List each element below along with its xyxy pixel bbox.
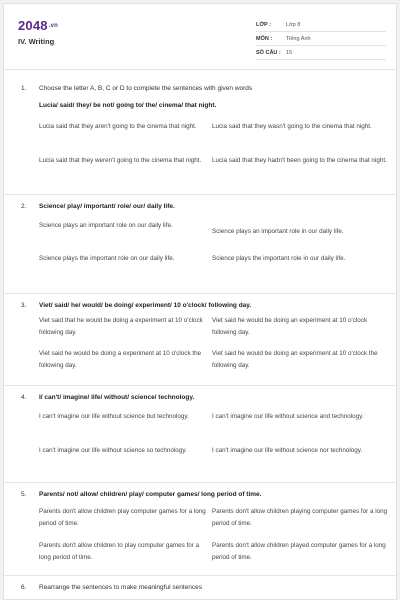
worksheet-page (3, 3, 397, 600)
logo-text: 2048 (18, 18, 48, 33)
option-d[interactable]: Lucia said that they hadn't been going to the cinema that night. (212, 157, 387, 164)
option-a[interactable]: Science plays an important role on our daily life. (39, 222, 173, 229)
question-prompt: Viet/ said/ he/ would/ be doing/ experiment/ 10 o'clock/ following day. (39, 302, 252, 309)
info-label: MÔN : (256, 35, 273, 42)
question-1 (4, 70, 397, 195)
option-c[interactable]: I can't imagine our life without science so technology. (39, 447, 187, 454)
info-value: Lớp 8 (286, 21, 301, 28)
option-d[interactable]: I can't imagine our life without science nor technology. (212, 447, 363, 454)
question-prompt: I/ can't/ imagine/ life/ without/ science/ technology. (39, 394, 195, 401)
question-6 (4, 576, 397, 600)
question-prompt: Lucia/ said/ they/ be not/ going to/ the/ cinema/ that night. (39, 102, 217, 109)
option-d[interactable]: Parents don't allow children played computer games for a long period of time. (212, 542, 386, 561)
option-a[interactable]: Viet said that he would be doing a experiment at 10 o'clock following day. (39, 317, 203, 336)
question-instruction: Rearrange the sentences to make meaningful sentences (39, 584, 202, 591)
option-b[interactable]: Science plays an important role in our daily life. (212, 228, 344, 235)
question-2 (4, 195, 397, 294)
info-label: LỚP : (256, 21, 271, 28)
question-instruction: Choose the letter A, B, C or D to complete the sentences with given words (39, 85, 253, 92)
option-c[interactable]: Lucia said that they weren't going to the cinema that night. (39, 157, 202, 164)
option-b[interactable]: Lucia said that they wasn't going to the cinema that night. (212, 123, 372, 130)
question-5 (4, 483, 397, 576)
option-a[interactable]: Lucia said that they aren't going to the cinema that night. (39, 123, 197, 130)
option-b[interactable]: I can't imagine our life without science and technology. (212, 413, 364, 420)
option-a[interactable]: Parents don't allow children play computer games for a long period of time. (39, 508, 206, 527)
info-row-count (256, 46, 386, 60)
option-d[interactable]: Viet said he would be doing an experiment at 10 o'clock the following day. (212, 350, 378, 369)
info-value: 15 (286, 49, 293, 56)
question-number: 3. (21, 302, 27, 309)
question-3 (4, 294, 397, 386)
option-d[interactable]: Science plays the important role in our daily life. (212, 255, 346, 262)
option-c[interactable]: Science plays the important role on our daily life. (39, 255, 175, 262)
question-number: 2. (21, 203, 27, 210)
section-title: IV. Writing (18, 37, 55, 46)
option-c[interactable]: Viet said he would be doing a experiment at 10 o'clock the following day. (39, 350, 202, 369)
question-number: 1. (21, 85, 27, 92)
option-c[interactable]: Parents don't allow children to play computer games for a long period of time. (39, 542, 200, 561)
question-number: 5. (21, 491, 27, 498)
info-row-class (256, 18, 386, 32)
option-b[interactable]: Viet said he would be doing an experiment at 10 o'clock following day. (212, 317, 368, 336)
question-number: 4. (21, 394, 27, 401)
site-logo[interactable] (18, 17, 58, 35)
questions-list (4, 70, 397, 600)
info-table (256, 18, 386, 60)
question-prompt: Science/ play/ important/ role/ our/ daily life. (39, 203, 175, 210)
logo-suffix: .vn (48, 22, 59, 29)
question-4 (4, 386, 397, 483)
page-header (4, 4, 396, 70)
option-b[interactable]: Parents don't allow children playing computer games for a long period of time. (212, 508, 388, 527)
option-a[interactable]: I can't imagine our life without science but technology. (39, 413, 189, 420)
question-prompt: Parents/ not/ allow/ children/ play/ computer games/ long period of time. (39, 491, 262, 498)
info-label: SỐ CÂU : (256, 49, 281, 56)
info-value: Tiếng Anh (286, 35, 311, 42)
question-number: 6. (21, 584, 27, 591)
info-row-subject (256, 32, 386, 46)
